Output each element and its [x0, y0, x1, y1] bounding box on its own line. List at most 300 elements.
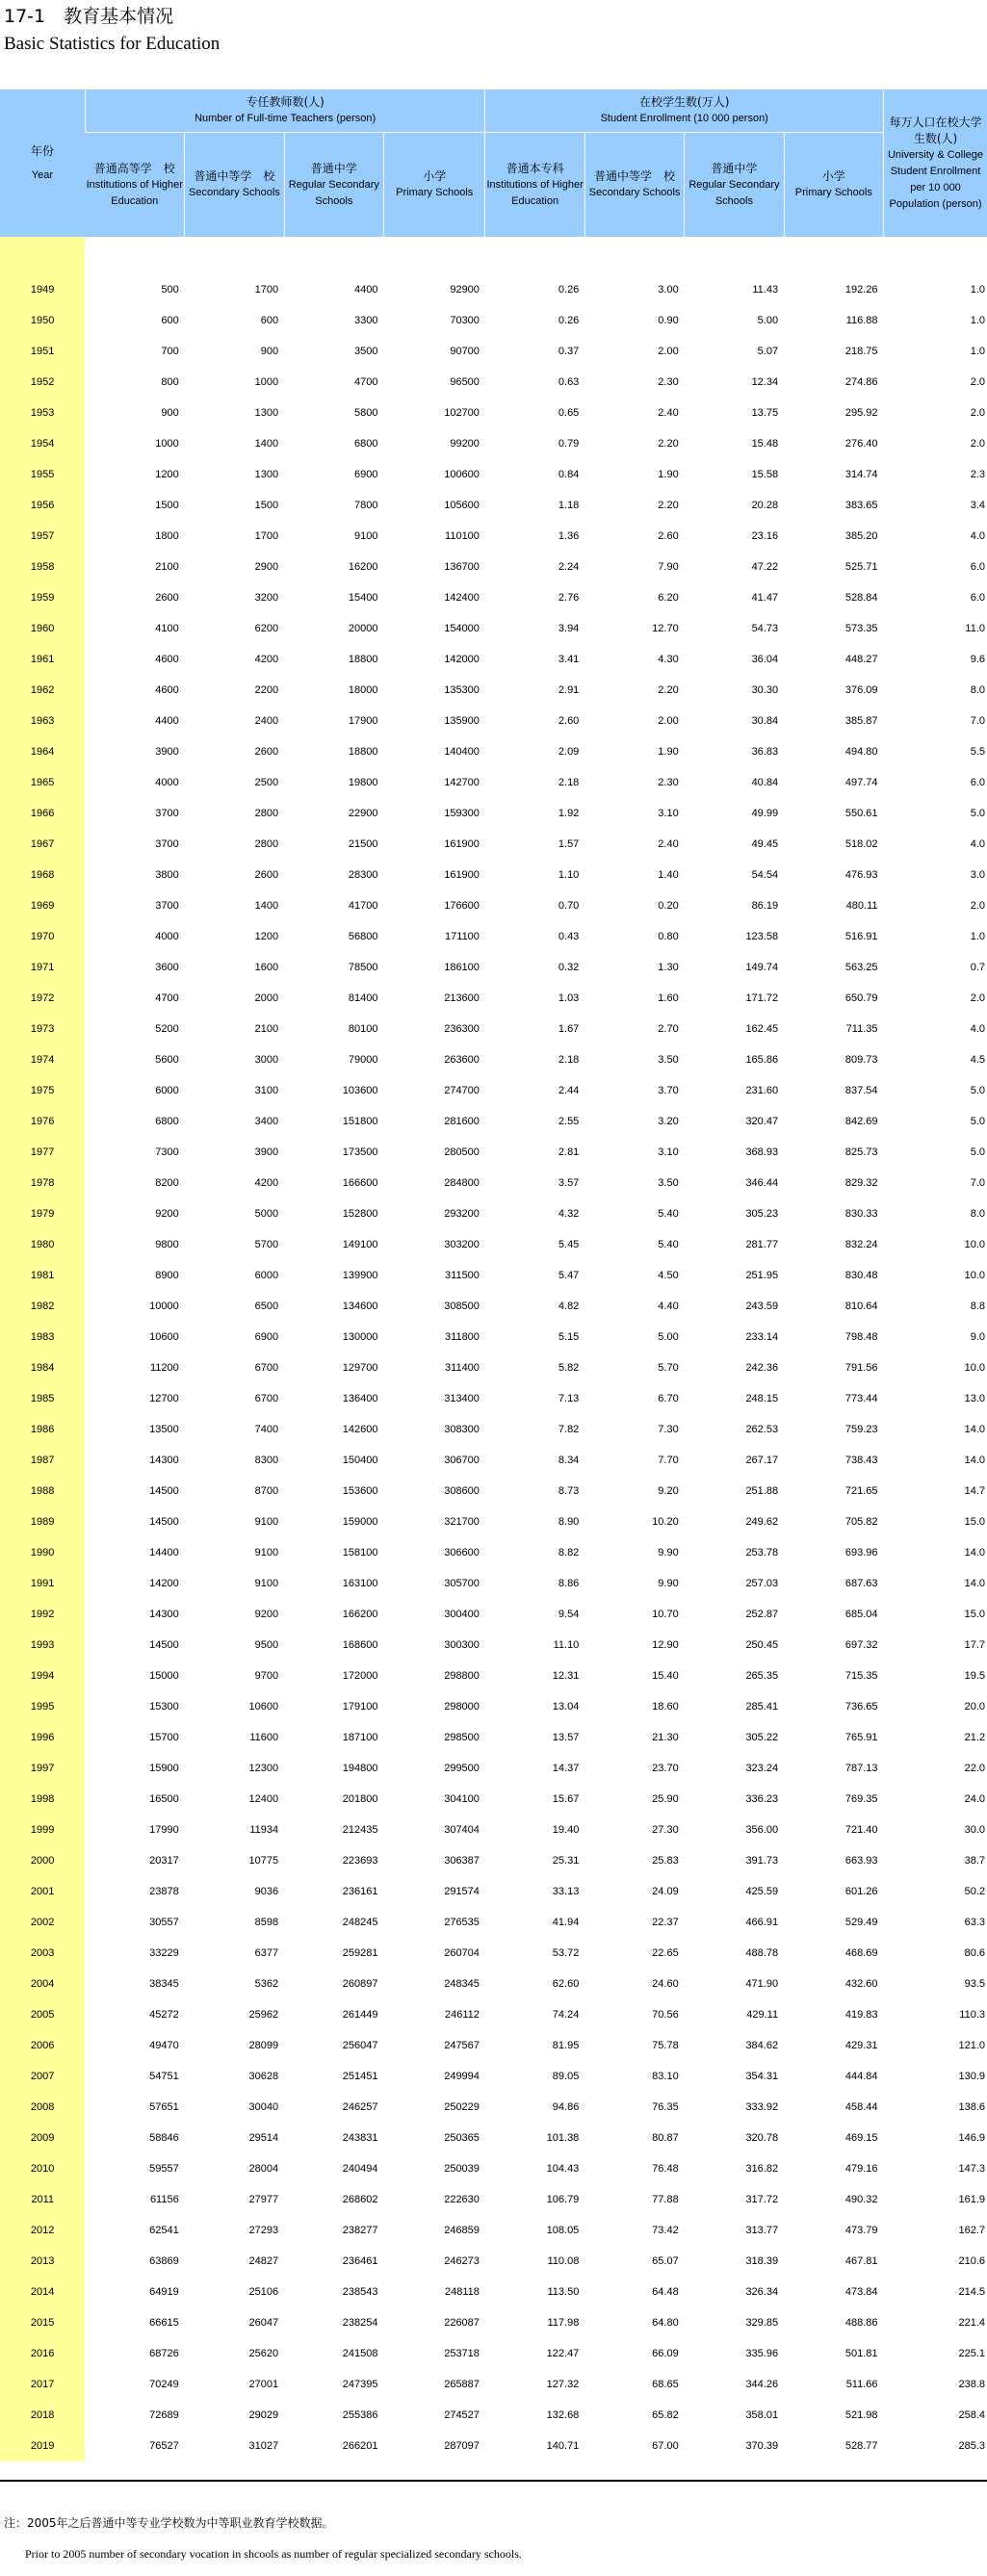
students-group-header: 在校学生数(万人) Student Enrollment (10 000 person): [485, 90, 884, 133]
value-cell: 79000: [348, 1054, 378, 1066]
table-header: [0, 90, 987, 237]
value-cell: 2000: [254, 992, 279, 1004]
value-cell: 2.40: [658, 407, 679, 419]
value-cell: 0.20: [658, 900, 679, 912]
value-cell: 140400: [444, 746, 480, 758]
value-cell: 110100: [445, 530, 480, 542]
value-cell: 3500: [354, 346, 378, 357]
value-cell: 3.94: [558, 623, 580, 634]
table-row: [0, 398, 987, 428]
year-cell: 2004: [0, 1969, 85, 1999]
table-row: [0, 1969, 987, 1999]
value-cell: 5000: [254, 1208, 279, 1220]
value-cell: 1.10: [558, 869, 580, 881]
value-cell: 18800: [348, 654, 378, 665]
value-cell: 3.70: [658, 1085, 679, 1096]
value-cell: 53.72: [552, 1947, 580, 1959]
value-cell: 476.93: [844, 869, 878, 881]
year-cell: 2006: [0, 2030, 85, 2061]
value-cell: 23.70: [652, 1763, 679, 1774]
year-cell: 1996: [0, 1722, 85, 1753]
value-cell: 122.47: [546, 2348, 580, 2359]
value-cell: 5.82: [558, 1362, 580, 1374]
year-cell: 1971: [0, 952, 85, 983]
value-cell: 6800: [155, 1116, 179, 1127]
table-row: [0, 1106, 987, 1137]
table-row: [0, 736, 987, 767]
value-cell: 650.79: [844, 992, 878, 1004]
value-cell: 28099: [248, 2040, 279, 2051]
year-cell: 1992: [0, 1599, 85, 1630]
value-cell: 7.30: [658, 1424, 679, 1435]
value-cell: 179100: [342, 1701, 378, 1713]
spacer-cell: [384, 237, 485, 274]
page-title-cn: 17-1 教育基本情况: [4, 6, 174, 27]
footnote-cn: 注：2005年之后普通中等专业学校数为中等职业教育学校数据。: [4, 2516, 334, 2530]
value-cell: 7.90: [658, 561, 679, 573]
value-cell: 14.0: [964, 1578, 985, 1589]
teachers-group-header: 专任教师数(人) Number of Full-time Teachers (person): [85, 90, 485, 133]
table-row: [0, 305, 987, 336]
value-cell: 6000: [254, 1270, 279, 1281]
value-cell: 15700: [149, 1732, 179, 1743]
value-cell: 15.48: [751, 438, 779, 450]
value-cell: 18.60: [652, 1701, 679, 1713]
value-cell: 4.5: [970, 1054, 985, 1066]
value-cell: 4.32: [558, 1208, 580, 1220]
table-row: [0, 521, 987, 552]
value-cell: 20.28: [751, 500, 779, 511]
value-cell: 10600: [248, 1701, 279, 1713]
value-cell: 320.78: [745, 2132, 779, 2144]
table-row: [0, 890, 987, 921]
value-cell: 311400: [445, 1362, 480, 1374]
year-cell: 1980: [0, 1229, 85, 1260]
value-cell: 9.54: [558, 1609, 580, 1620]
value-cell: 2100: [155, 561, 179, 573]
table-row: [0, 2431, 987, 2461]
value-cell: 550.61: [844, 808, 878, 819]
value-cell: 3.50: [658, 1177, 679, 1189]
value-cell: 1.30: [658, 962, 679, 973]
value-cell: 0.26: [558, 284, 580, 296]
value-cell: 425.59: [745, 1886, 779, 1897]
value-cell: 4400: [155, 715, 179, 727]
value-cell: 3.10: [658, 808, 679, 819]
value-cell: 57651: [149, 2101, 179, 2113]
value-cell: 101.38: [546, 2132, 580, 2144]
value-cell: 129700: [342, 1362, 378, 1374]
value-cell: 311500: [445, 1270, 480, 1281]
value-cell: 281600: [444, 1116, 480, 1127]
value-cell: 501.81: [844, 2348, 878, 2359]
value-cell: 285.41: [745, 1701, 779, 1713]
value-cell: 158100: [342, 1547, 378, 1558]
value-cell: 59557: [149, 2163, 179, 2175]
col-header-students-regular-secondary: 普通中学 Regular Secondary Schools: [685, 133, 784, 238]
value-cell: 326.34: [745, 2286, 779, 2298]
value-cell: 830.33: [844, 1208, 878, 1220]
value-cell: 736.65: [844, 1701, 878, 1713]
value-cell: 765.91: [844, 1732, 878, 1743]
value-cell: 166600: [342, 1177, 378, 1189]
value-cell: 24.09: [652, 1886, 679, 1897]
value-cell: 13.04: [552, 1701, 580, 1713]
table-row: [0, 1784, 987, 1815]
value-cell: 248.15: [745, 1393, 779, 1404]
value-cell: 2400: [254, 715, 279, 727]
year-cell: 2016: [0, 2338, 85, 2369]
value-cell: 36.04: [751, 654, 779, 665]
year-cell: 1983: [0, 1322, 85, 1352]
value-cell: 70.56: [652, 2009, 679, 2021]
year-cell: 1994: [0, 1661, 85, 1691]
value-cell: 7800: [354, 500, 378, 511]
year-cell: 1974: [0, 1044, 85, 1075]
value-cell: 500: [161, 284, 179, 296]
value-cell: 4400: [354, 284, 378, 296]
value-cell: 5.0: [970, 1146, 985, 1158]
value-cell: 25620: [248, 2348, 279, 2359]
value-cell: 5.0: [970, 808, 985, 819]
value-cell: 0.84: [558, 469, 580, 480]
value-cell: 21.30: [652, 1732, 679, 1743]
table-row: [0, 2030, 987, 2061]
value-cell: 236161: [342, 1886, 378, 1897]
value-cell: 16200: [348, 561, 378, 573]
value-cell: 68726: [149, 2348, 179, 2359]
value-cell: 11.0: [965, 623, 985, 634]
year-column-header: 年份 Year: [0, 90, 85, 237]
value-cell: 3600: [155, 962, 179, 973]
value-cell: 41.94: [552, 1917, 580, 1928]
value-cell: 14.0: [964, 1455, 985, 1466]
value-cell: 7.82: [558, 1424, 580, 1435]
value-cell: 693.96: [844, 1547, 878, 1558]
year-cell: 1958: [0, 552, 85, 582]
value-cell: 149.74: [745, 962, 779, 973]
value-cell: 25.83: [652, 1855, 679, 1867]
value-cell: 18800: [348, 746, 378, 758]
value-cell: 12700: [149, 1393, 179, 1404]
spacer-cell: [0, 237, 85, 274]
value-cell: 159000: [342, 1516, 378, 1528]
value-cell: 700: [161, 346, 179, 357]
value-cell: 798.48: [844, 1331, 878, 1343]
value-cell: 147.3: [958, 2163, 985, 2175]
value-cell: 1.0: [970, 284, 985, 296]
value-cell: 142600: [342, 1424, 378, 1435]
table-row: [0, 675, 987, 706]
value-cell: 2.00: [658, 346, 679, 357]
value-cell: 15.0: [964, 1516, 985, 1528]
value-cell: 14.0: [964, 1547, 985, 1558]
value-cell: 22900: [348, 808, 378, 819]
table-row: [0, 2092, 987, 2123]
value-cell: 250039: [444, 2163, 480, 2175]
value-cell: 93.5: [964, 1978, 985, 1990]
value-cell: 6.20: [658, 592, 679, 604]
value-cell: 248118: [445, 2286, 480, 2298]
value-cell: 117.98: [547, 2317, 580, 2329]
value-cell: 9200: [254, 1609, 279, 1620]
value-cell: 135300: [444, 684, 480, 696]
value-cell: 825.73: [844, 1146, 878, 1158]
value-cell: 2600: [254, 869, 279, 881]
value-cell: 12.70: [652, 623, 679, 634]
value-cell: 497.74: [844, 777, 878, 788]
value-cell: 171.72: [745, 992, 779, 1004]
table-row: [0, 582, 987, 613]
value-cell: 116.88: [845, 315, 878, 326]
value-cell: 256047: [342, 2040, 378, 2051]
value-cell: 3700: [155, 808, 179, 819]
value-cell: 529.49: [844, 1917, 878, 1928]
value-cell: 263600: [444, 1054, 480, 1066]
value-cell: 0.65: [558, 407, 580, 419]
table-row: [0, 1322, 987, 1352]
value-cell: 246273: [444, 2255, 480, 2267]
value-cell: 3.10: [658, 1146, 679, 1158]
value-cell: 10.0: [964, 1239, 985, 1250]
value-cell: 8.0: [970, 684, 985, 696]
year-cell: 2010: [0, 2153, 85, 2184]
value-cell: 368.93: [745, 1146, 779, 1158]
value-cell: 21500: [348, 838, 378, 850]
value-cell: 346.44: [745, 1177, 779, 1189]
value-cell: 238277: [342, 2225, 378, 2236]
value-cell: 4.30: [658, 654, 679, 665]
value-cell: 152800: [342, 1208, 378, 1220]
value-cell: 685.04: [844, 1609, 878, 1620]
value-cell: 525.71: [844, 561, 878, 573]
value-cell: 166200: [342, 1609, 378, 1620]
value-cell: 7400: [254, 1424, 279, 1435]
value-cell: 15000: [149, 1670, 179, 1682]
value-cell: 4000: [155, 777, 179, 788]
value-cell: 150400: [342, 1455, 378, 1466]
value-cell: 299500: [444, 1763, 480, 1774]
value-cell: 10.0: [964, 1362, 985, 1374]
value-cell: 24827: [248, 2255, 279, 2267]
value-cell: 2900: [254, 561, 279, 573]
year-cell: 1964: [0, 736, 85, 767]
year-cell: 2012: [0, 2215, 85, 2246]
value-cell: 255386: [342, 2409, 378, 2421]
value-cell: 281.77: [745, 1239, 779, 1250]
value-cell: 9036: [254, 1886, 279, 1897]
table-row: [0, 1445, 987, 1476]
value-cell: 518.02: [844, 838, 878, 850]
value-cell: 16500: [149, 1793, 179, 1805]
value-cell: 17990: [149, 1824, 179, 1836]
value-cell: 563.25: [844, 962, 878, 973]
table-row: [0, 1599, 987, 1630]
table-row: [0, 2215, 987, 2246]
table-row: [0, 1198, 987, 1229]
value-cell: 192.26: [844, 284, 878, 296]
value-cell: 3900: [254, 1146, 279, 1158]
value-cell: 6900: [254, 1331, 279, 1343]
value-cell: 5.00: [658, 1331, 679, 1343]
value-cell: 14300: [149, 1609, 179, 1620]
value-cell: 329.85: [745, 2317, 779, 2329]
value-cell: 1.92: [558, 808, 580, 819]
value-cell: 63869: [149, 2255, 179, 2267]
value-cell: 24.0: [964, 1793, 985, 1805]
value-cell: 1700: [254, 284, 279, 296]
value-cell: 809.73: [844, 1054, 878, 1066]
value-cell: 9700: [254, 1670, 279, 1682]
value-cell: 14.0: [964, 1424, 985, 1435]
value-cell: 49.45: [751, 838, 779, 850]
year-cell: 1955: [0, 459, 85, 490]
year-cell: 1973: [0, 1014, 85, 1044]
value-cell: 201800: [342, 1793, 378, 1805]
value-cell: 356.00: [745, 1824, 779, 1836]
year-cell: 1976: [0, 1106, 85, 1137]
value-cell: 139900: [342, 1270, 378, 1281]
table-body: [0, 237, 987, 2461]
value-cell: 56800: [348, 931, 378, 942]
value-cell: 6.0: [970, 592, 985, 604]
value-cell: 102700: [444, 407, 480, 419]
value-cell: 1200: [155, 469, 179, 480]
value-cell: 64.80: [652, 2317, 679, 2329]
value-cell: 70300: [450, 315, 480, 326]
value-cell: 4.40: [658, 1301, 679, 1312]
year-cell: 1985: [0, 1383, 85, 1414]
value-cell: 1.90: [658, 746, 679, 758]
value-cell: 13.57: [552, 1732, 580, 1743]
value-cell: 108.05: [546, 2225, 580, 2236]
value-cell: 25.90: [652, 1793, 679, 1805]
value-cell: 132.68: [546, 2409, 580, 2421]
value-cell: 225.1: [958, 2348, 985, 2359]
value-cell: 58846: [149, 2132, 179, 2144]
value-cell: 391.73: [745, 1855, 779, 1867]
value-cell: 247395: [342, 2379, 378, 2390]
value-cell: 721.65: [844, 1485, 878, 1497]
value-cell: 49.99: [751, 808, 779, 819]
value-cell: 136400: [342, 1393, 378, 1404]
value-cell: 12.90: [652, 1639, 679, 1651]
value-cell: 2.81: [558, 1146, 580, 1158]
col-header-teachers-regular-secondary: 普通中学 Regular Secondary Schools: [284, 133, 383, 238]
year-cell: 2007: [0, 2061, 85, 2092]
value-cell: 308500: [444, 1301, 480, 1312]
value-cell: 18000: [348, 684, 378, 696]
value-cell: 2.0: [970, 376, 985, 388]
value-cell: 687.63: [844, 1578, 878, 1589]
value-cell: 830.48: [844, 1270, 878, 1281]
value-cell: 165.86: [745, 1054, 779, 1066]
value-cell: 262.53: [745, 1424, 779, 1435]
value-cell: 54.73: [751, 623, 779, 634]
value-cell: 123.58: [745, 931, 779, 942]
value-cell: 0.90: [658, 315, 679, 326]
table-row: [0, 921, 987, 952]
table-row: [0, 1044, 987, 1075]
year-cell: 1954: [0, 428, 85, 459]
value-cell: 488.78: [745, 1947, 779, 1959]
value-cell: 67.00: [652, 2440, 679, 2452]
value-cell: 1300: [254, 469, 279, 480]
value-cell: 9500: [254, 1639, 279, 1651]
value-cell: 194800: [342, 1763, 378, 1774]
value-cell: 2.60: [558, 715, 580, 727]
value-cell: 10775: [248, 1855, 279, 1867]
value-cell: 96500: [450, 376, 480, 388]
value-cell: 153600: [342, 1485, 378, 1497]
value-cell: 5362: [254, 1978, 279, 1990]
value-cell: 252.87: [745, 1609, 779, 1620]
value-cell: 92900: [450, 284, 480, 296]
value-cell: 3.0: [970, 869, 985, 881]
value-cell: 3.20: [658, 1116, 679, 1127]
value-cell: 90700: [450, 346, 480, 357]
value-cell: 307404: [444, 1824, 480, 1836]
value-cell: 344.26: [745, 2379, 779, 2390]
spacer-cell: [584, 237, 684, 274]
value-cell: 800: [161, 376, 179, 388]
value-cell: 15.40: [652, 1670, 679, 1682]
value-cell: 154000: [444, 623, 480, 634]
value-cell: 6500: [254, 1301, 279, 1312]
value-cell: 759.23: [844, 1424, 878, 1435]
value-cell: 13.0: [964, 1393, 985, 1404]
value-cell: 2600: [155, 592, 179, 604]
value-cell: 1400: [254, 438, 279, 450]
value-cell: 791.56: [844, 1362, 878, 1374]
value-cell: 142400: [444, 592, 480, 604]
table-row: [0, 1907, 987, 1938]
value-cell: 260704: [444, 1947, 480, 1959]
year-cell: 2001: [0, 1876, 85, 1907]
value-cell: 246859: [444, 2225, 480, 2236]
value-cell: 161.9: [958, 2194, 985, 2205]
value-cell: 829.32: [844, 1177, 878, 1189]
value-cell: 448.27: [844, 654, 878, 665]
value-cell: 65.07: [652, 2255, 679, 2267]
value-cell: 3300: [354, 315, 378, 326]
value-cell: 600: [260, 315, 279, 326]
value-cell: 267.17: [745, 1455, 779, 1466]
value-cell: 9100: [254, 1578, 279, 1589]
value-cell: 268602: [342, 2194, 378, 2205]
table-row: [0, 1999, 987, 2030]
value-cell: 242.36: [745, 1362, 779, 1374]
year-cell: 1951: [0, 336, 85, 367]
value-cell: 222630: [444, 2194, 480, 2205]
value-cell: 1200: [254, 931, 279, 942]
value-cell: 429.31: [844, 2040, 878, 2051]
value-cell: 49470: [149, 2040, 179, 2051]
value-cell: 13.75: [751, 407, 779, 419]
value-cell: 76.48: [652, 2163, 679, 2175]
value-cell: 320.47: [745, 1116, 779, 1127]
value-cell: 7.0: [970, 715, 985, 727]
value-cell: 9.20: [658, 1485, 679, 1497]
value-cell: 10600: [149, 1331, 179, 1343]
value-cell: 2.91: [558, 684, 580, 696]
value-cell: 9100: [354, 530, 378, 542]
year-cell: 1984: [0, 1352, 85, 1383]
value-cell: 769.35: [844, 1793, 878, 1805]
table-row: [0, 860, 987, 890]
value-cell: 172000: [342, 1670, 378, 1682]
value-cell: 249.62: [745, 1516, 779, 1528]
